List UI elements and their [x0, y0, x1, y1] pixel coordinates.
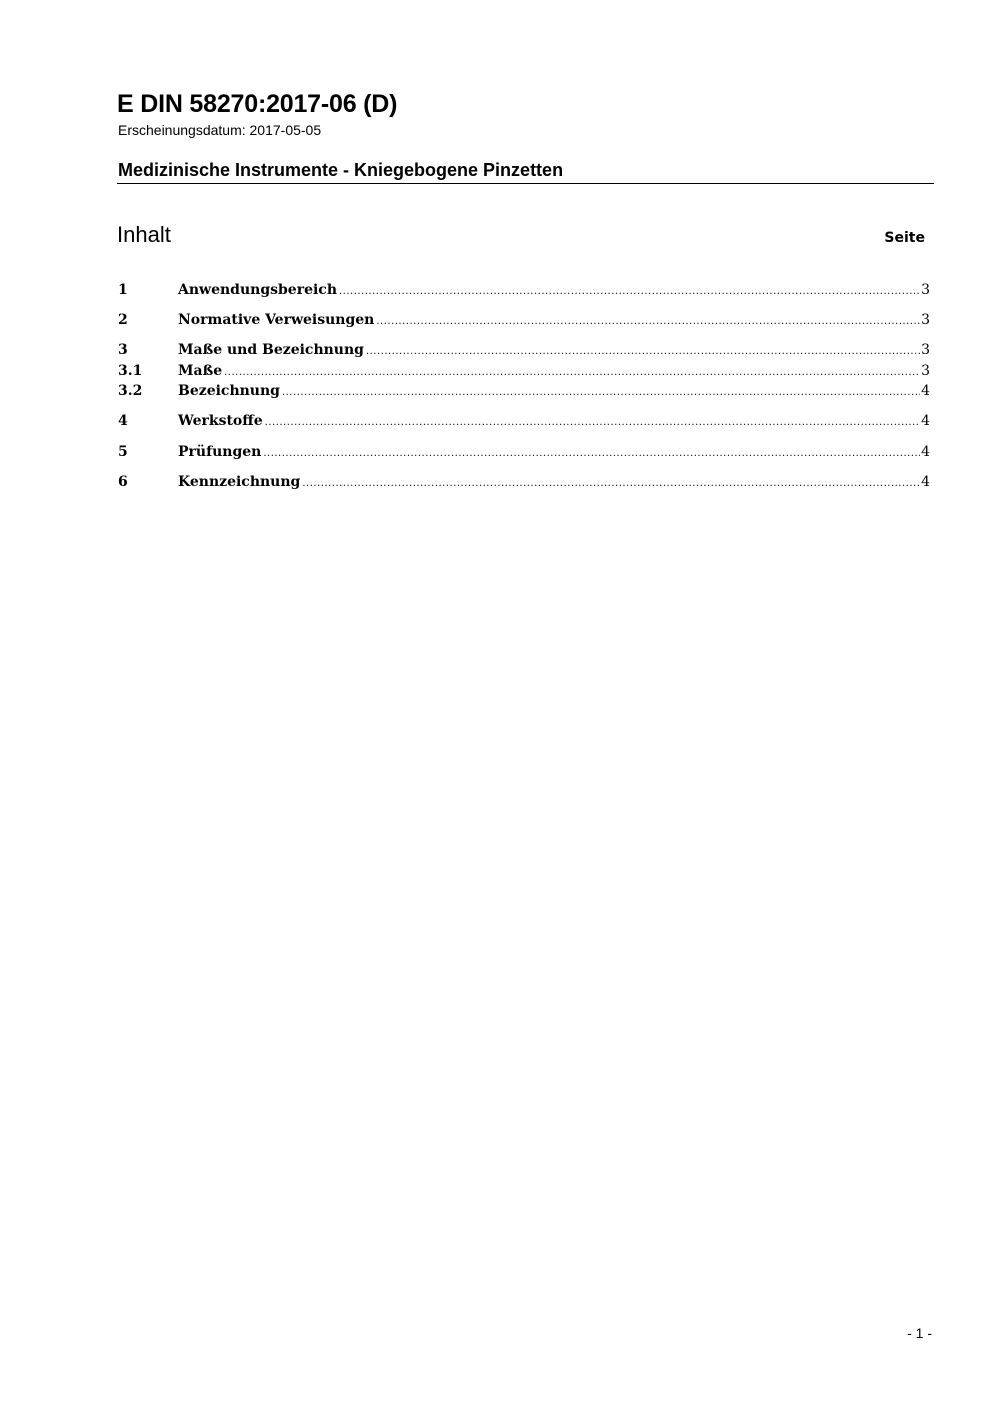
toc-entry-label: Kennzeichnung — [178, 474, 301, 490]
toc-entry-4[interactable] — [118, 410, 930, 432]
toc-entry-label: Prüfungen — [178, 444, 262, 460]
toc-entry-page: 3 — [921, 312, 930, 328]
publication-date: Erscheinungsdatum: 2017-05-05 — [118, 122, 322, 138]
toc-entry-label: Maße — [178, 363, 223, 379]
toc-entry-page: 4 — [921, 413, 930, 429]
title-divider — [117, 183, 934, 184]
toc-entry-number: 5 — [118, 444, 128, 460]
toc-entry-label: Maße und Bezeichnung — [178, 342, 364, 358]
toc-entry-3-2[interactable] — [118, 380, 930, 402]
toc-entry-page: 4 — [921, 474, 930, 490]
toc-dot-leader — [376, 311, 920, 333]
toc-page-column-label: Seite — [884, 230, 925, 246]
toc-entry-number: 3.1 — [118, 363, 143, 379]
toc-dot-leader — [265, 412, 920, 434]
toc-entry-page: 4 — [921, 444, 930, 460]
toc-entry-page: 3 — [921, 342, 930, 358]
toc-entry-1[interactable] — [118, 279, 930, 301]
toc-entry-number: 6 — [118, 474, 128, 490]
toc-entry-label: Werkstoffe — [178, 413, 263, 429]
toc-dot-leader — [282, 382, 920, 404]
toc-entry-number: 4 — [118, 413, 128, 429]
toc-dot-leader — [263, 443, 920, 465]
document-title: Medizinische Instrumente - Kniegebogene Pinzetten — [118, 160, 564, 180]
toc-entry-page: 3 — [921, 363, 930, 379]
toc-entry-label: Bezeichnung — [178, 383, 280, 399]
toc-entry-page: 4 — [921, 383, 930, 399]
toc-entry-label: Anwendungsbereich — [178, 282, 337, 298]
toc-heading: Inhalt — [117, 222, 171, 247]
footer-page-number: - 1 - — [907, 1325, 932, 1341]
toc-entry-3-1[interactable] — [118, 360, 930, 382]
toc-entry-page: 3 — [921, 282, 930, 298]
toc-entry-label: Normative Verweisungen — [178, 312, 375, 328]
toc-entry-number: 2 — [118, 312, 128, 328]
toc-entry-5[interactable] — [118, 441, 930, 463]
toc-entry-number: 3.2 — [118, 383, 143, 399]
toc-entry-number: 1 — [118, 282, 128, 298]
toc-entry-number: 3 — [118, 342, 128, 358]
toc-entry-6[interactable] — [118, 471, 930, 493]
toc-dot-leader — [339, 281, 920, 303]
toc-entry-2[interactable] — [118, 309, 930, 331]
toc-dot-leader — [302, 473, 920, 495]
document-id: E DIN 58270:2017-06 (D) — [117, 90, 398, 118]
toc-entry-3[interactable] — [118, 339, 930, 361]
